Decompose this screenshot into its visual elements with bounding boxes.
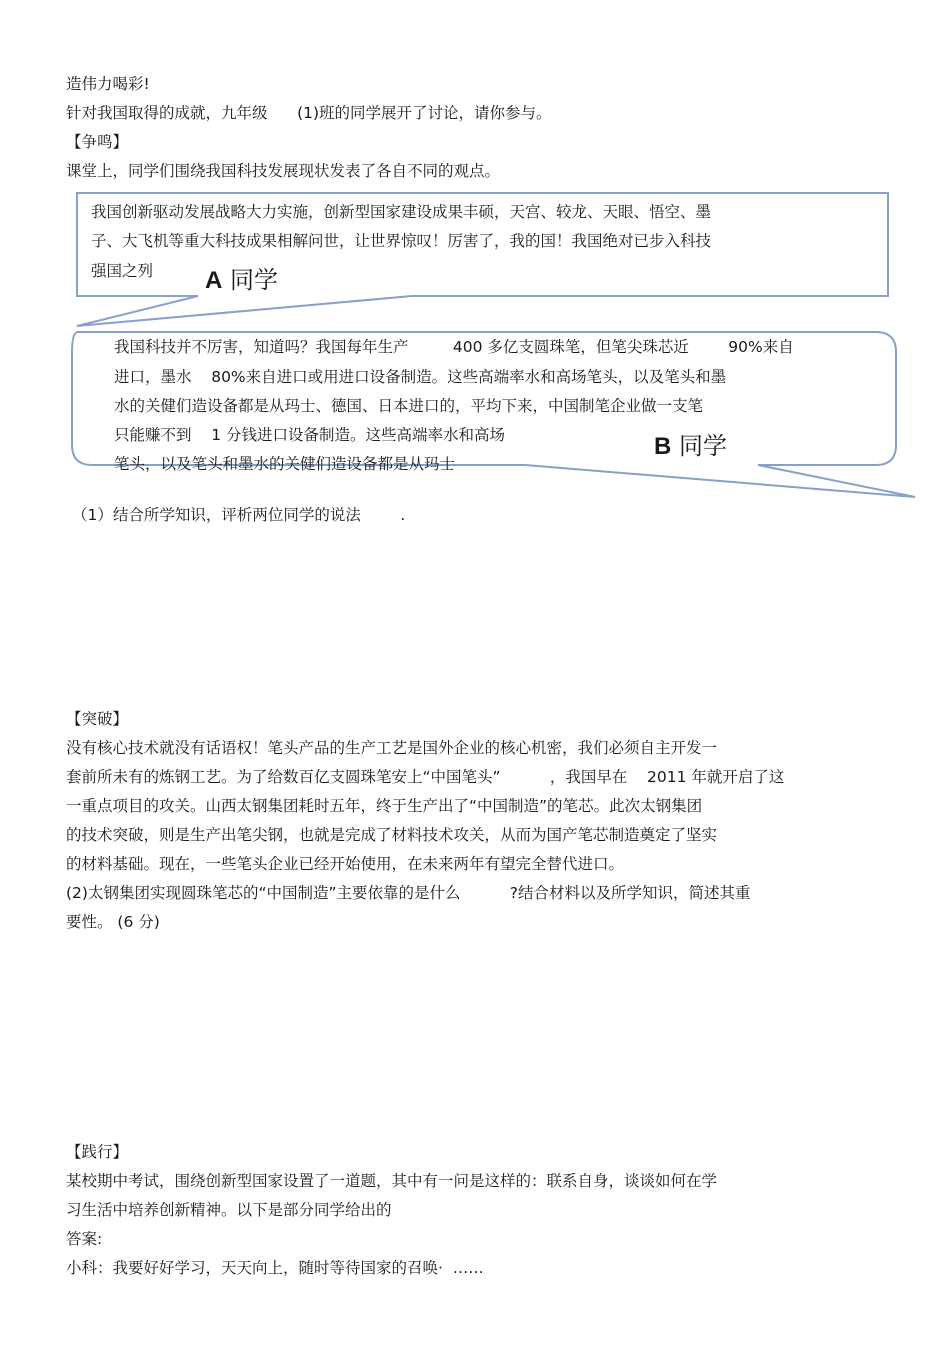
section3-line-1: 某校期中考试，围绕创新型国家设置了一道题，其中有一问是这样的：联系自身，谈谈如何在学 [66, 1172, 718, 1190]
section-heading-zhengming: 【争鸣】 [66, 133, 129, 151]
intro-line-2: 针对我国取得的成就，九年级 (1)班的同学展开了讨论，请你参与。 [66, 104, 552, 122]
section2-line-2: 套前所未有的炼钢工艺。为了给数百亿支圆珠笔安上“中国笔头” ，我国早在 2011 年就开启了这 [66, 768, 785, 786]
speaker-b-word: 同学 [678, 432, 727, 460]
speaker-a-letter: A [205, 267, 223, 294]
section-heading-tupo: 【突破】 [66, 710, 129, 728]
bubble-a-line-3: 强国之列 [91, 262, 154, 280]
question-2-line-2: 要性。 (6 分) [66, 913, 160, 931]
section2-line-5: 的材料基础。现在，一些笔头企业已经开始使用，在未来两年有望完全替代进口。 [66, 855, 625, 873]
question-2-line-1: (2)太钢集团实现圆珠笔芯的“中国制造”主要依靠的是什么 ?结合材料以及所学知识，简述其重 [66, 884, 751, 902]
section1-intro: 课堂上，同学们围绕我国科技发展现状发表了各自不同的观点。 [66, 162, 501, 180]
bubble-a-line-2: 子、大飞机等重大科技成果相解问世，让世界惊叹！厉害了，我的国！我国绝对已步入科技 [91, 232, 712, 250]
speaker-b-letter: B [654, 433, 672, 460]
bubble-b-line-4: 只能赚不到 1 分钱进口设备制造。这些高端率水和高场 [114, 426, 505, 444]
section2-line-3: 一重点项目的攻关。山西太钢集团耗时五年，终于生产出了“中国制造”的笔芯。此次太钢集团 [66, 797, 703, 815]
section3-line-3: 答案: [66, 1230, 103, 1248]
speaker-b-label [654, 432, 727, 461]
intro-line-1: 造伟力喝彩! [66, 75, 150, 93]
bubble-b-line-2: 进口，墨水 80%来自进口或用进口设备制造。这些高端率水和高场笔头，以及笔头和墨 [114, 368, 727, 386]
speaker-a-word: 同学 [229, 266, 278, 294]
section3-line-4: 小科：我要好好学习，天天向上，随时等待国家的召唤· …… [66, 1259, 484, 1277]
bubble-b-line-5: 笔头，以及笔头和墨水的关健们造设备都是从玛士 [114, 455, 456, 473]
speaker-a-label [205, 266, 278, 295]
bubble-b-line-3: 水的关健们造设备都是从玛士、德国、日本进口的，平均下来，中国制笔企业做一支笔 [114, 397, 704, 415]
section2-line-1: 没有核心技术就没有话语权！笔头产品的生产工艺是国外企业的核心机密，我们必须自主开发一 [66, 739, 718, 757]
section3-line-2: 习生活中培养创新精神。以下是部分同学给出的 [66, 1201, 392, 1219]
bubble-a-line-1: 我国创新驱动发展战略大力实施，创新型国家建设成果丰硕，天宫、较龙、天眼、悟空、墨 [91, 203, 712, 221]
section-heading-jianxing: 【践行】 [66, 1143, 129, 1161]
bubble-b-line-1: 我国科技并不厉害，知道吗？我国每年生产 400 多亿支圆珠笔，但笔尖珠芯近 90%来自 [114, 338, 794, 356]
question-1: （1）结合所学知识，评析两位同学的说法 . [72, 506, 406, 524]
section2-line-4: 的技术突破，则是生产出笔尖钢，也就是完成了材料技术攻关，从而为国产笔芯制造奠定了坚实 [66, 826, 718, 844]
